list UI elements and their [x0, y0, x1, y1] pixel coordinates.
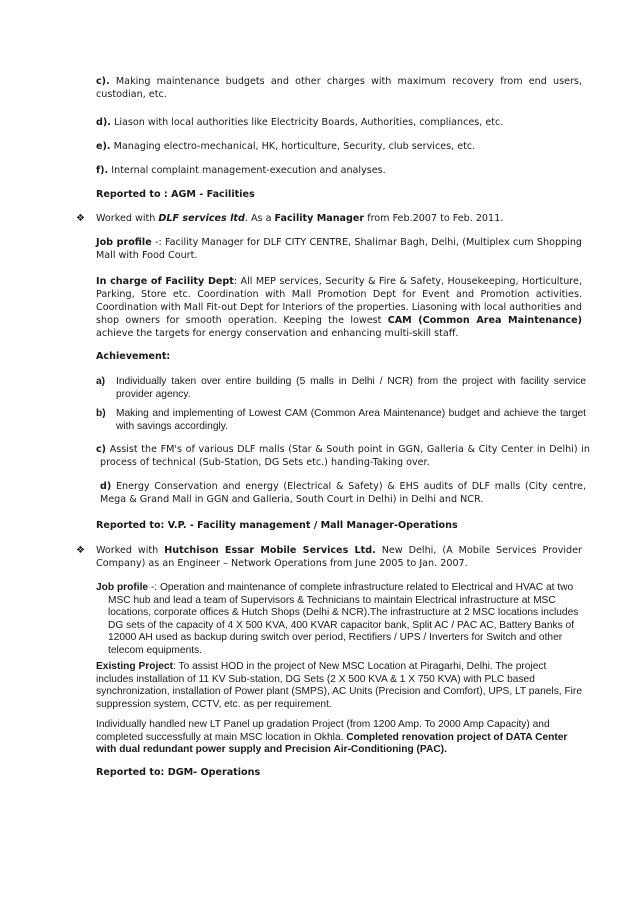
item-f-label: f). [96, 165, 109, 176]
dlf-job-profile-label: Job profile [96, 237, 152, 248]
dlf-charge [96, 275, 582, 340]
dlf-charge-text-2: achieve the targets for energy conservation and enhancing multi-skill staff. [96, 328, 459, 339]
hutch-lt-text: Individually handled new LT Panel up gradation Project (from 1200 Amp. To 2000 Amp Capacity) and completed successfully at main MSC location in Okhla. [96, 719, 550, 743]
item-c [96, 75, 582, 101]
reported-agm: Reported to : AGM - Facilities [96, 189, 255, 200]
dlf-achievement-a [96, 376, 586, 402]
dlf-worked-suffix: from Feb.2007 to Feb. 2011. [364, 213, 504, 224]
dlf-ach-c-text: Assist the FM's of various DLF malls (Star & South point in GGN, Galleria & City Center in Delhi) in process of technical (Sub-Station, DG Sets etc.) handing-Taking over. [100, 444, 590, 468]
dlf-worked-prefix: Worked with [96, 213, 159, 224]
dlf-company: DLF services ltd [158, 213, 245, 224]
item-d [96, 116, 582, 129]
hutch-existing-label: Existing Project [96, 661, 173, 672]
item-f-text: Internal complaint management-execution and analyses. [111, 165, 386, 176]
dlf-ach-d-text: Energy Conservation and energy (Electrical & Safety) & EHS audits of DLF malls (City centre, Mega & Grand Mall in GGN and Galleria, South Court in Delhi) in Delhi and NCR. [100, 481, 586, 505]
item-c-label: c). [96, 76, 110, 87]
dlf-charge-bold: CAM (Common Area Maintenance) [387, 315, 582, 326]
dlf-achievement-heading: Achievement: [96, 351, 171, 362]
item-e [96, 140, 582, 153]
dlf-ach-a-label: a) [96, 376, 106, 387]
hutch-lt-bold: Completed renovation project of DATA Center with dual redundant power supply and Precision Air-Conditioning (PAC). [96, 731, 568, 755]
item-f [96, 164, 582, 177]
dlf-charge-text-1: : All MEP services, Security & Fire & Safety, Housekeeping, Horticulture, Parking, Store etc. Coordination with Mall Promotion Dept for Event and Promotion activities. Coordination with Mall Fit-out Dept for Interiors of the properties. Liasoning with local authorities and shop owners for smooth operation. Keeping the lowest [96, 276, 582, 326]
reported-dgm: Reported to: DGM- Operations [96, 767, 261, 778]
item-d-label: d). [96, 117, 111, 128]
dlf-achievement-c [96, 443, 590, 469]
hutch-company: Hutchison Essar Mobile Services Ltd. [164, 545, 376, 556]
dlf-charge-label: In charge of Facility Dept [96, 276, 234, 287]
dlf-achievement-b [96, 408, 586, 434]
dlf-job-profile [96, 236, 582, 262]
item-d-text: Liason with local authorities like Electricity Boards, Authorities, compliances, etc. [113, 117, 504, 128]
hutch-existing-project [96, 661, 582, 711]
item-c-text: Making maintenance budgets and other charges with maximum recovery from end users, custodian, etc. [96, 76, 582, 100]
hutch-existing-text: : To assist HOD in the project of New MSC Location at Piragarhi, Delhi. The project includes installation of 11 KV Sub-station, DG Sets (2 X 500 KVA & 1 X 750 KVA) with PLC based synchronization, installation of Power plant (SMPS), AC Units (Precision and Comfort), UPS, LT panels, Fire suppression system, CCTV, etc. as per requirement. [96, 661, 582, 710]
hutch-job-profile-text: -: Operation and maintenance of complete infrastructure related to Electrical and HVAC at two MSC hub and lead a team of Supervisors & Technicians to maintain Electrical infrastructure at MSC locations, corporate offices & Hutch Shops (Delhi & NCR).The infrastructure at 2 MSC locations includes DG sets of the capacity of 4 X 500 KVA, 400 KVAR capacitor bank, Split AC / PAC AC, Battery Banks of 12000 AH used as backup during switch over period, Rectifiers / UPS / Inverters for Switch and other telecom equipments. [108, 582, 579, 656]
dlf-ach-b-text: Making and implementing of Lowest CAM (Common Area Maintenance) budget and achieve the target with savings accordingly. [116, 408, 586, 432]
dlf-ach-a-text: Individually taken over entire building (5 malls in Delhi / NCR) from the project with facility service provider agency. [116, 376, 586, 400]
item-e-label: e). [96, 141, 111, 152]
diamond-bullet-icon: ❖ [76, 545, 85, 556]
hutch-worked-line [96, 544, 582, 570]
hutch-job-profile [96, 582, 582, 657]
item-e-text: Managing electro-mechanical, HK, horticulture, Security, club services, etc. [113, 141, 476, 152]
dlf-ach-d-label: d) [100, 481, 112, 492]
dlf-ach-b-label: b) [96, 408, 106, 419]
hutch-worked-suffix: New Delhi, (A Mobile Services Provider Company) as an Engineer – Network Operations from June 2005 to Jan. 2007. [96, 545, 582, 569]
reported-vp: Reported to: V.P. - Facility management / Mall Manager-Operations [96, 520, 458, 531]
hutch-lt-panel [96, 719, 582, 757]
hutch-job-profile-label: Job profile [96, 582, 149, 593]
dlf-role: Facility Manager [274, 213, 365, 224]
dlf-ach-c-label: c) [96, 444, 107, 455]
diamond-bullet-icon: ❖ [76, 213, 85, 224]
dlf-worked-mid: . As a [244, 213, 275, 224]
dlf-job-profile-text: -: Facility Manager for DLF CITY CENTRE, Shalimar Bagh, Delhi, (Multiplex cum Shopping Mall with Food Court. [96, 237, 582, 261]
hutch-worked-prefix: Worked with [96, 545, 165, 556]
dlf-achievement-d [100, 480, 586, 506]
dlf-worked-line [96, 212, 582, 225]
